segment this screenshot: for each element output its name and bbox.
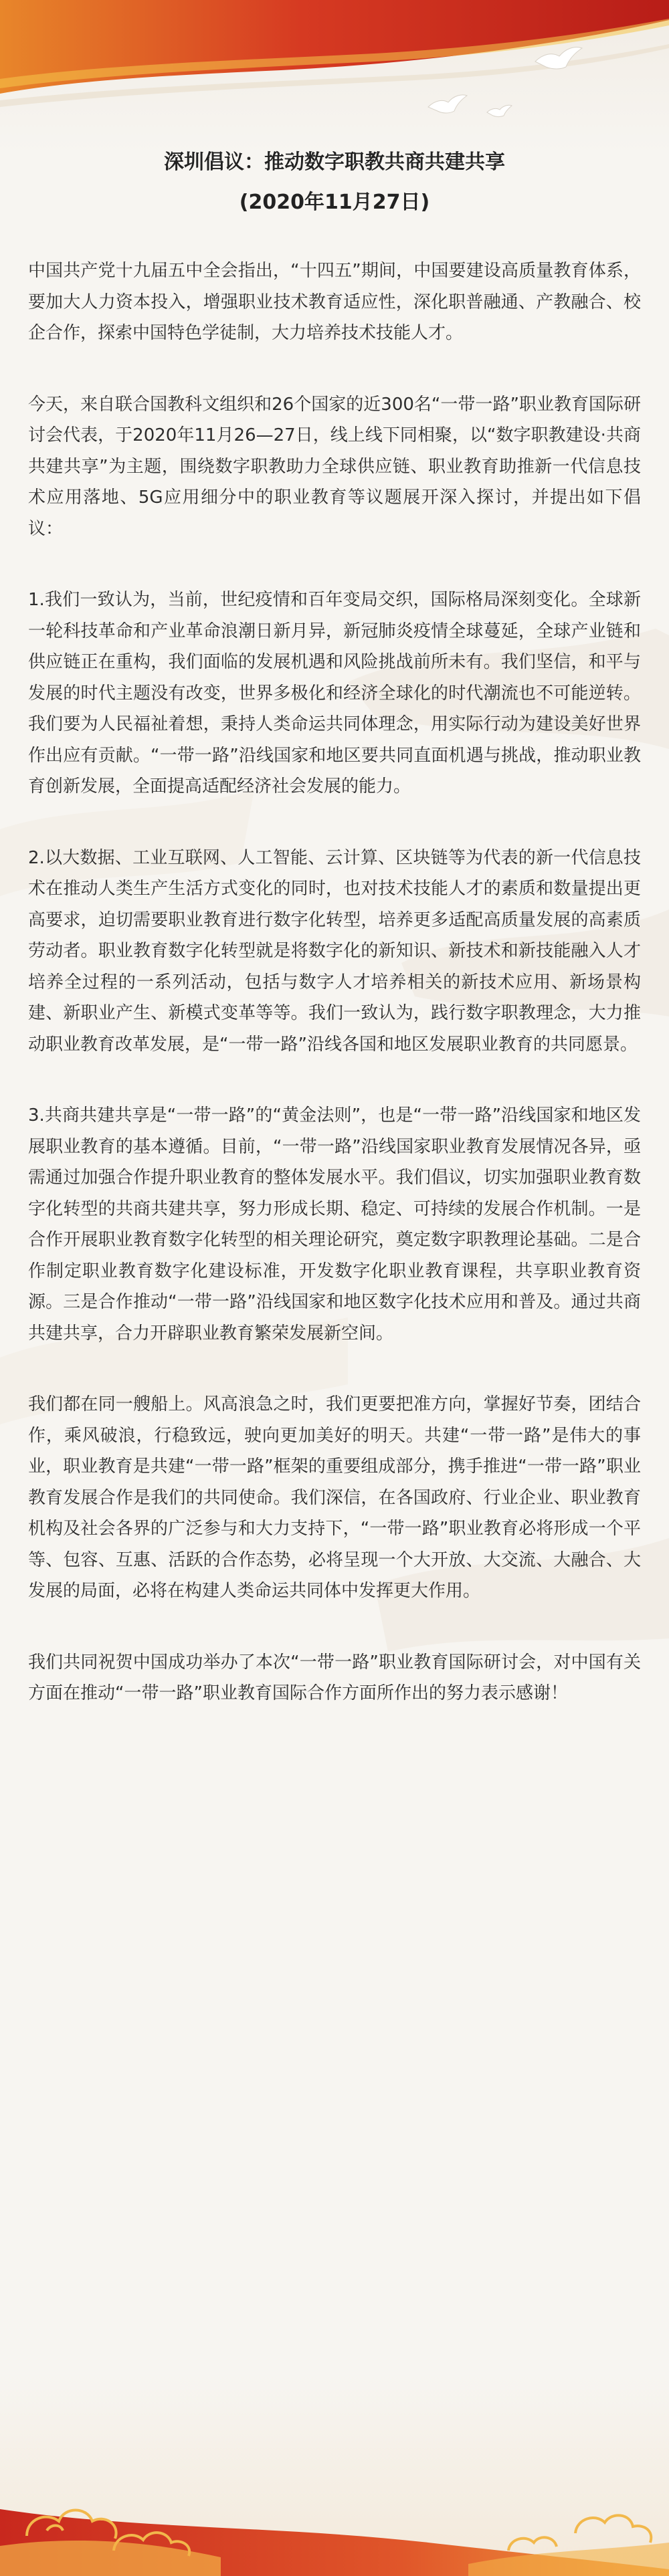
paragraph-vision: 我们都在同一艘船上。风高浪急之时，我们更要把准方向，掌握好节奏，团结合作，乘风破浪，行稳致远，驶向更加美好的明天。共建“一带一路”是伟大的事业，职业教育是共建“一带一路”框架的重要组成部分，携手推进“一带一路”职业教育发展合作是我们的共同使命。我们深信，在各国政府、行业企业、职业教育机构及社会各界的广泛参与和大力支持下，“一带一路”职业教育必将形成一个平等、包容、互惠、活跃的合作态势，必将呈现一个大开放、大交流、大融合、大发展的局面，必将在构建人类命运共同体中发挥更大作用。 — [28, 1394, 641, 1601]
paragraph-context: 今天，来自联合国教科文组织和26个国家的近300名“一带一路”职业教育国际研讨会代表，于2020年11月26—27日，线上线下同相聚，以“数字职教建设·共商共建共享”为主题，围绕数字职教助力全球供应链、职业教育助推新一代信息技术应用落地、5G应用细分中的职业教育等议题展开深入探讨，并提出如下倡议： — [28, 394, 641, 539]
document-body — [28, 146, 641, 1749]
paragraph-intro: 中国共产党十九届五中全会指出，“十四五”期间，中国要建设高质量教育体系，要加大人力资本投入，增强职业技术教育适应性，深化职普融通、产教融合、校企合作，探索中国特色学徒制，大力培养技术技能人才。 — [28, 261, 641, 343]
header-decoration — [0, 0, 669, 154]
paragraph-point-1: 1.我们一致认为，当前，世纪疫情和百年变局交织，国际格局深刻变化。全球新一轮科技革命和产业革命浪潮日新月异，新冠肺炎疫情全球蔓延，全球产业链和供应链正在重构，我们面临的发展机遇和风险挑战前所未有。我们坚信，和平与发展的时代主题没有改变，世界多极化和经济全球化的时代潮流也不可能逆转。我们要为人民福祉着想，秉持人类命运共同体理念，用实际行动为建设美好世界作出应有贡献。“一带一路”沿线国家和地区要共同直面机遇与挑战，推动职业教育创新发展，全面提高适配经济社会发展的能力。 — [28, 590, 641, 796]
paragraph-point-2: 2.以大数据、工业互联网、人工智能、云计算、区块链等为代表的新一代信息技术在推动人类生产生活方式变化的同时，也对技术技能人才的素质和数量提出更高要求，迫切需要职业教育进行数字化转型，培养更多适配高质量发展的高素质劳动者。职业教育数字化转型就是将数字化的新知识、新技术和新技能融入人才培养全过程的一系列活动，包括与数字人才培养相关的新技术应用、新场景构建、新职业产生、新模式变革等等。我们一致认为，践行数字职教理念，大力推动职业教育改革发展，是“一带一路”沿线各国和地区发展职业教育的共同愿景。 — [28, 847, 641, 1055]
footer-decoration — [0, 2375, 669, 2576]
page-date: (2020年11月27日) — [239, 191, 430, 214]
paragraph-thanks: 我们共同祝贺中国成功举办了本次“一带一路”职业教育国际研讨会，对中国有关方面在推动“一带一路”职业教育国际合作方面所作出的努力表示感谢！ — [28, 1652, 641, 1703]
paragraph-point-3: 3.共商共建共享是“一带一路”的“黄金法则”，也是“一带一路”沿线国家和地区发展职业教育的基本遵循。目前，“一带一路”沿线国家职业教育发展情况各异，亟需通过加强合作提升职业教育的整体发展水平。我们倡议，切实加强职业教育数字化转型的共商共建共享，努力形成长期、稳定、可持续的发展合作机制。一是合作开展职业教育数字化转型的相关理论研究，奠定数字职教理论基础。二是合作制定职业教育数字化建设标准，开发数字化职业教育课程，共享职业教育资源。三是合作推动“一带一路”沿线国家和地区数字化技术应用和普及。通过共商共建共享，合力开辟职业教育繁荣发展新空间。 — [28, 1105, 641, 1344]
page-title: 深圳倡议：推动数字职教共商共建共享 — [164, 150, 505, 174]
